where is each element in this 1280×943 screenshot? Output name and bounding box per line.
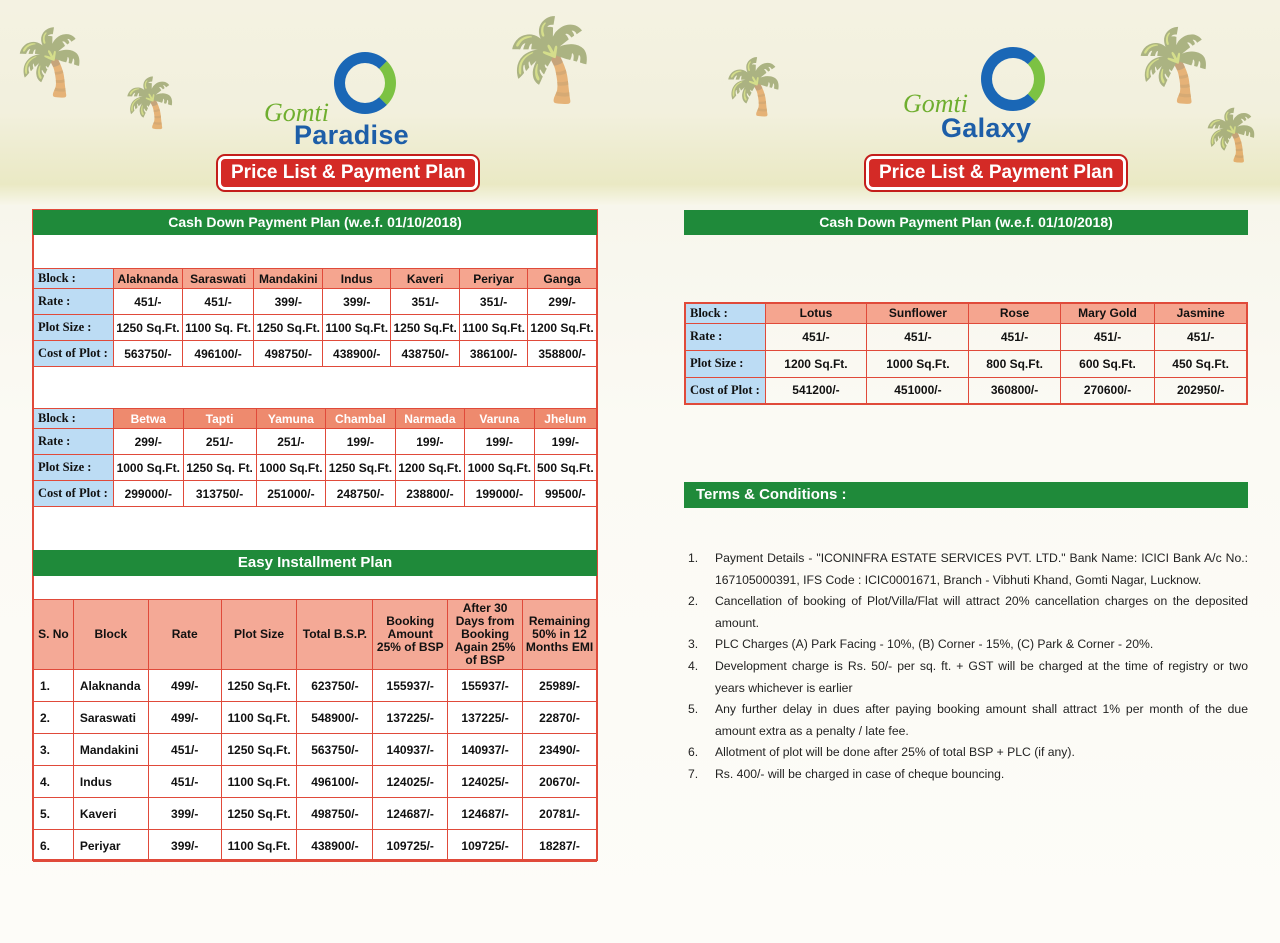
cash-down-title: Cash Down Payment Plan (w.e.f. 01/10/2018) [684,210,1248,235]
installment-cell: 496100/- [297,766,373,798]
block-cell: Kaveri [391,269,460,289]
installment-cell: 25989/- [523,670,597,702]
installment-cell: 548900/- [297,702,373,734]
gomti-paradise-logo [250,50,410,155]
rate-cell: 199/- [395,429,465,455]
rate-cell: 299/- [114,429,184,455]
cost-of-plot-cell: 99500/- [534,481,596,507]
block-cell: Tapti [183,409,256,429]
installment-title: Easy Installment Plan [33,550,597,576]
logo-name-text: Galaxy [941,113,1032,143]
rate-cell: 299/- [528,289,597,315]
rate-cell: 399/- [254,289,323,315]
term-text: Allotment of plot will be done after 25% of total BSP + PLC (if any). [715,745,1075,760]
installment-cell: 124025/- [448,766,523,798]
block-label: Block : [34,409,114,429]
installment-cell: 1. [34,670,74,702]
block-cell: Betwa [114,409,184,429]
plot-size-cell: 1200 Sq.Ft. [528,315,597,341]
g-logo-icon [981,47,1045,111]
installment-cell: 20781/- [523,798,597,830]
g-logo-icon [334,52,396,114]
block-cell: Lotus [765,303,867,323]
installment-row [34,734,597,766]
term-text: Any further delay in dues after paying booking amount shall attract 1% per month of the due amount extra as a penalty / late fee. [715,702,1248,738]
cost-of-plot-label: Cost of Plot : [34,341,114,367]
palm-tree-icon: 🌴 [1200,107,1263,163]
block-cell: Mandakini [254,269,323,289]
term-item [688,656,1248,699]
block-cell: Varuna [465,409,535,429]
installment-row [34,670,597,702]
cost-of-plot-cell: 202950/- [1155,377,1247,404]
plot-size-cell: 1100 Sq.Ft. [460,315,528,341]
plot-size-cell: 1000 Sq.Ft. [256,455,326,481]
installment-cell: 124025/- [373,766,448,798]
term-text: PLC Charges (A) Park Facing - 10%, (B) Corner - 15%, (C) Park & Corner - 20%. [715,637,1154,652]
plot-size-label: Plot Size : [34,315,114,341]
cost-of-plot-cell: 541200/- [765,377,867,404]
cost-of-plot-cell: 563750/- [114,341,183,367]
term-number: 7. [688,766,699,781]
plot-size-cell: 1250 Sq.Ft. [254,315,323,341]
cost-of-plot-cell: 299000/- [114,481,184,507]
term-text: Cancellation of booking of Plot/Villa/Flat will attract 20% cancellation charges on the deposited amount. [715,594,1248,630]
term-number: 4. [688,658,699,673]
plot-size-cell: 1250 Sq. Ft. [183,455,256,481]
installment-cell: 451/- [148,734,221,766]
cost-of-plot-cell: 438900/- [323,341,391,367]
installment-cell: 6. [34,830,74,862]
block-label: Block : [685,303,765,323]
rate-cell: 451/- [867,323,969,350]
installment-header-cell: Remaining 50% in 12 Months EMI [523,600,597,670]
rate-cell: 399/- [323,289,391,315]
gomti-galaxy-logo [895,45,1065,150]
term-item [688,742,1248,764]
plot-size-cell: 600 Sq.Ft. [1060,350,1155,377]
block-cell: Jasmine [1155,303,1247,323]
plot-size-cell: 1200 Sq.Ft. [395,455,465,481]
cost-of-plot-cell: 248750/- [326,481,396,507]
installment-row [34,830,597,862]
rate-label: Rate : [34,289,114,315]
installment-cell: 18287/- [523,830,597,862]
rate-cell: 351/- [391,289,460,315]
terms-title: Terms & Conditions : [684,482,1248,508]
term-item [688,764,1248,786]
cost-of-plot-cell: 270600/- [1060,377,1155,404]
paradise-cash-table-1 [33,268,597,367]
installment-cell: 155937/- [373,670,448,702]
installment-cell: 1100 Sq.Ft. [221,830,297,862]
installment-cell: 23490/- [523,734,597,766]
rate-cell: 251/- [183,429,256,455]
cost-of-plot-row [34,341,597,367]
logo-name-text: Paradise [294,120,409,150]
installment-cell: 20670/- [523,766,597,798]
installment-header-cell: S. No [34,600,74,670]
block-cell: Sunflower [867,303,969,323]
palm-tree-icon: 🌴 [1130,26,1218,104]
term-number: 2. [688,594,699,609]
block-label: Block : [34,269,114,289]
installment-row [34,766,597,798]
block-cell: Periyar [460,269,528,289]
installment-header-cell: After 30 Days from Booking Again 25% of BSP [448,600,523,670]
term-number: 5. [688,702,699,717]
term-text: Payment Details - "ICONINFRA ESTATE SERVICES PVT. LTD." Bank Name: ICICI Bank A/c No.: 167105000391, IFS Code : ICIC0001671, Branch - Vibhuti Khand, Gomti Nagar, Lucknow. [715,551,1248,587]
installment-cell: 563750/- [297,734,373,766]
installment-cell: 1250 Sq.Ft. [221,670,297,702]
block-cell: Rose [969,303,1060,323]
installment-cell: 4. [34,766,74,798]
installment-cell: 140937/- [373,734,448,766]
plot-size-cell: 500 Sq.Ft. [534,455,596,481]
installment-row [34,702,597,734]
palm-tree-icon: 🌴 [10,26,90,98]
installment-cell: 1100 Sq.Ft. [221,702,297,734]
installment-cell: 155937/- [448,670,523,702]
palm-tree-icon: 🌴 [120,77,180,130]
installment-cell: 623750/- [297,670,373,702]
rate-cell: 451/- [1155,323,1247,350]
galaxy-cash-table [684,302,1248,405]
rate-cell: 351/- [460,289,528,315]
plot-size-cell: 800 Sq.Ft. [969,350,1060,377]
installment-cell: 438900/- [297,830,373,862]
rate-cell: 451/- [765,323,867,350]
cost-of-plot-label: Cost of Plot : [685,377,765,404]
term-item [688,699,1248,742]
installment-cell: Mandakini [73,734,148,766]
installment-row [34,798,597,830]
block-cell: Saraswati [182,269,254,289]
installment-cell: 124687/- [373,798,448,830]
installment-cell: 1100 Sq.Ft. [221,766,297,798]
palm-tree-icon: 🌴 [500,15,600,104]
plot-size-cell: 450 Sq.Ft. [1155,350,1247,377]
term-number: 1. [688,551,699,565]
installment-cell: 399/- [148,830,221,862]
rate-cell: 199/- [534,429,596,455]
installment-cell: Kaveri [73,798,148,830]
installment-header-cell: Total B.S.P. [297,600,373,670]
cost-of-plot-cell: 451000/- [867,377,969,404]
cost-of-plot-cell: 358800/- [528,341,597,367]
cost-of-plot-label: Cost of Plot : [34,481,114,507]
plot-size-row [34,315,597,341]
cost-of-plot-cell: 360800/- [969,377,1060,404]
installment-cell: 5. [34,798,74,830]
plot-size-row [34,455,597,481]
block-cell: Chambal [326,409,396,429]
term-text: Development charge is Rs. 50/- per sq. ft. + GST will be charged at the time of registry or two years whichever is earlier [715,658,1248,695]
plot-size-label: Plot Size : [34,455,114,481]
rate-cell: 251/- [256,429,326,455]
plot-size-cell: 1250 Sq.Ft. [114,315,183,341]
installment-cell: 1250 Sq.Ft. [221,734,297,766]
logo-gomti-text: Gomti [264,98,329,127]
installment-cell: 399/- [148,798,221,830]
plot-size-cell: 1000 Sq.Ft. [867,350,969,377]
installment-header-cell: Block [73,600,148,670]
installment-cell: 3. [34,734,74,766]
installment-cell: 109725/- [373,830,448,862]
plot-size-row [685,350,1247,377]
cost-of-plot-cell: 238800/- [395,481,465,507]
installment-cell: Periyar [73,830,148,862]
plot-size-cell: 1250 Sq.Ft. [326,455,396,481]
cost-of-plot-row [685,377,1247,404]
rate-cell: 451/- [182,289,254,315]
plot-size-cell: 1100 Sq. Ft. [182,315,254,341]
installment-cell: 22870/- [523,702,597,734]
term-item [688,634,1248,656]
installment-cell: 137225/- [373,702,448,734]
installment-cell: Indus [73,766,148,798]
block-cell: Yamuna [256,409,326,429]
installment-cell: Alaknanda [73,670,148,702]
installment-cell: 1250 Sq.Ft. [221,798,297,830]
plot-size-label: Plot Size : [685,350,765,377]
rate-cell: 451/- [1060,323,1155,350]
cost-of-plot-cell: 496100/- [182,341,254,367]
installment-cell: 498750/- [297,798,373,830]
rate-label: Rate : [34,429,114,455]
term-item [688,591,1248,634]
block-cell: Narmada [395,409,465,429]
block-row [685,303,1247,323]
block-row [34,269,597,289]
terms-list [688,548,1248,786]
rate-cell: 199/- [326,429,396,455]
block-cell: Jhelum [534,409,596,429]
installment-cell: 499/- [148,670,221,702]
term-number: 3. [688,637,699,652]
installment-header-row [34,600,597,670]
plot-size-cell: 1000 Sq.Ft. [465,455,535,481]
plot-size-cell: 1100 Sq.Ft. [323,315,391,341]
cost-of-plot-cell: 386100/- [460,341,528,367]
rate-label: Rate : [685,323,765,350]
installment-header-cell: Booking Amount 25% of BSP [373,600,448,670]
term-item [688,548,1248,591]
rate-row [685,323,1247,350]
block-cell: Indus [323,269,391,289]
installment-cell: 451/- [148,766,221,798]
cost-of-plot-cell: 313750/- [183,481,256,507]
plot-size-cell: 1250 Sq.Ft. [391,315,460,341]
installment-cell: 499/- [148,702,221,734]
installment-cell: 109725/- [448,830,523,862]
rate-row [34,429,597,455]
cost-of-plot-row [34,481,597,507]
cost-of-plot-cell: 498750/- [254,341,323,367]
installment-cell: 124687/- [448,798,523,830]
installment-cell: 137225/- [448,702,523,734]
installment-header-cell: Rate [148,600,221,670]
block-cell: Alaknanda [114,269,183,289]
paradise-cash-table-2 [33,408,597,507]
installment-header-cell: Plot Size [221,600,297,670]
block-cell: Ganga [528,269,597,289]
rate-cell: 451/- [969,323,1060,350]
term-text: Rs. 400/- will be charged in case of cheque bouncing. [715,766,1005,781]
price-list-badge: Price List & Payment Plan [866,156,1126,190]
rate-cell: 199/- [465,429,535,455]
term-number: 6. [688,745,699,760]
cost-of-plot-cell: 199000/- [465,481,535,507]
plot-size-cell: 1000 Sq.Ft. [114,455,184,481]
logo-gomti-text: Gomti [903,89,968,118]
block-cell: Mary Gold [1060,303,1155,323]
palm-tree-icon: 🌴 [720,57,788,117]
installment-cell: 140937/- [448,734,523,766]
plot-size-cell: 1200 Sq.Ft. [765,350,867,377]
installment-cell: Saraswati [73,702,148,734]
cash-down-title: Cash Down Payment Plan (w.e.f. 01/10/2018) [33,210,597,235]
block-row [34,409,597,429]
installment-table [33,599,597,862]
rate-cell: 451/- [114,289,183,315]
cost-of-plot-cell: 438750/- [391,341,460,367]
rate-row [34,289,597,315]
cost-of-plot-cell: 251000/- [256,481,326,507]
price-list-badge: Price List & Payment Plan [218,156,478,190]
installment-cell: 2. [34,702,74,734]
